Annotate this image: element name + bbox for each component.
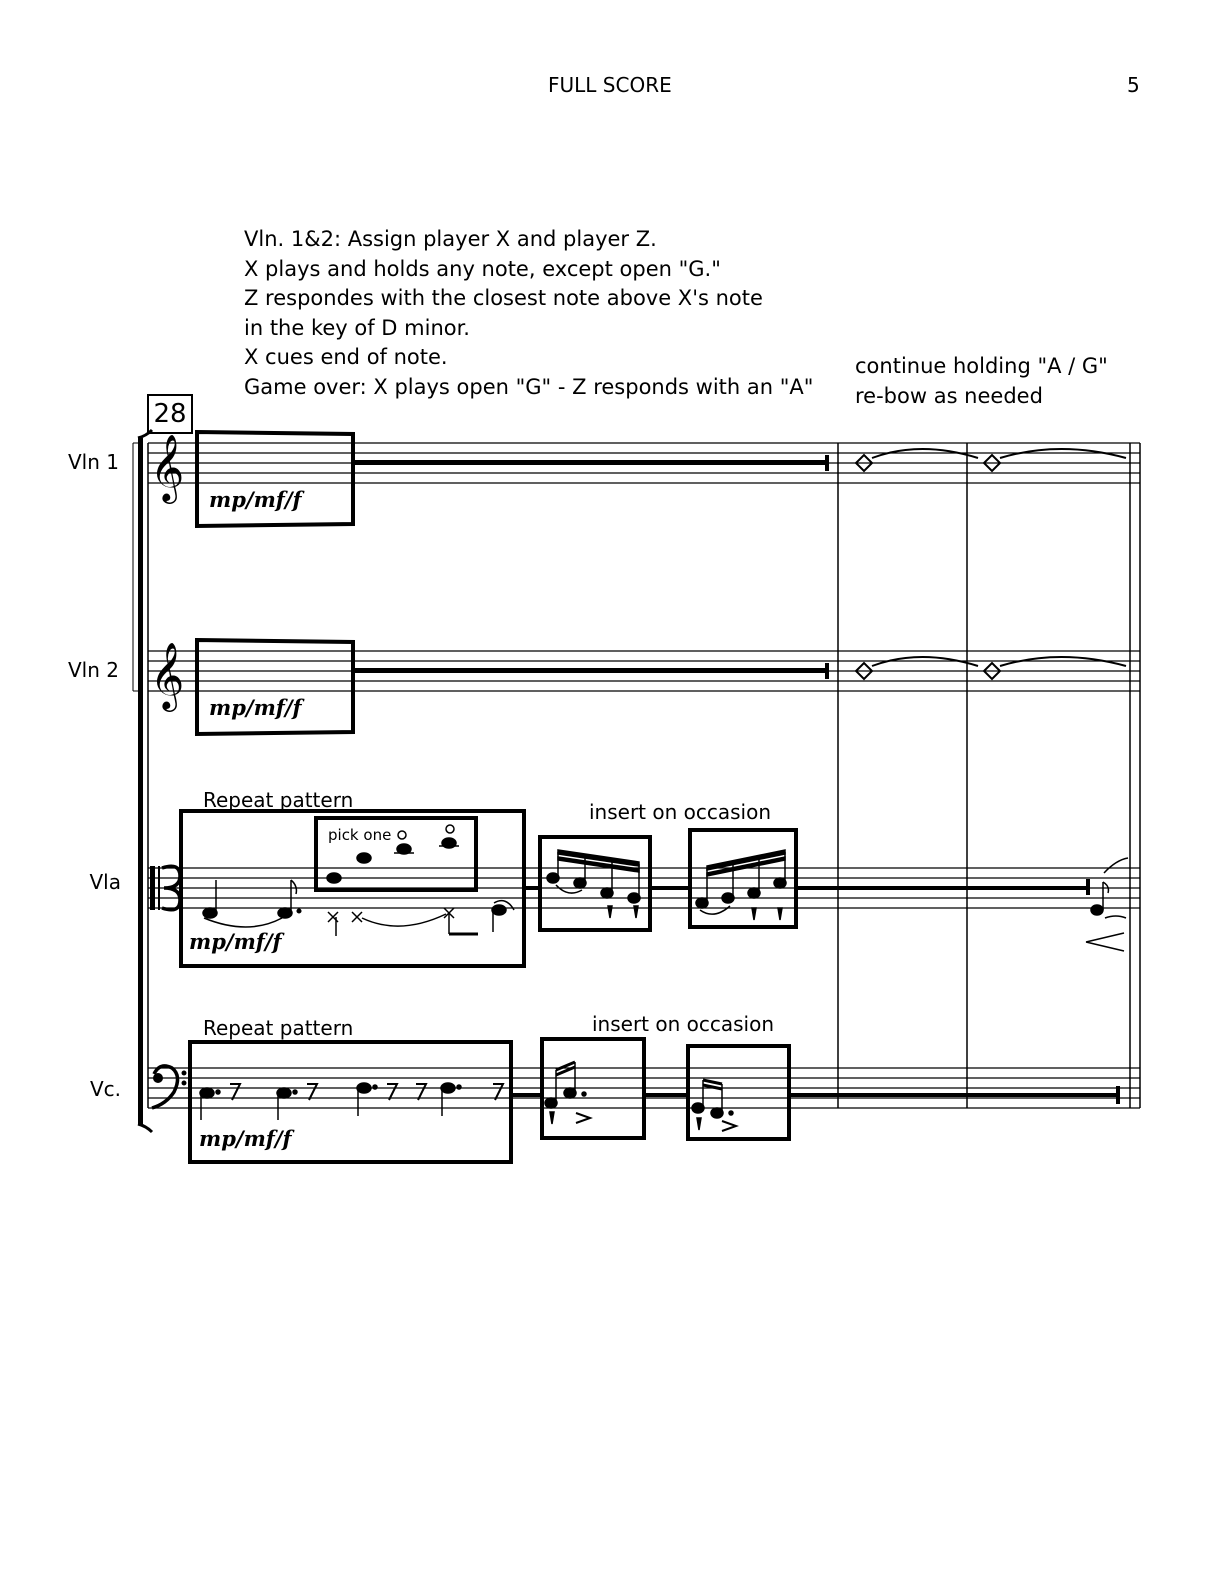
page-number: 5 xyxy=(1127,73,1140,97)
viola-dynamic: mp/mf/f xyxy=(189,929,282,954)
cello-connector-1 xyxy=(511,1093,542,1097)
cello-end-stroke xyxy=(1116,1086,1120,1104)
viola-final-note xyxy=(1086,858,1128,951)
viola-connector-1 xyxy=(524,886,538,890)
violin-1-dynamic: mp/mf/f xyxy=(209,487,302,512)
viola-insert-label: insert on occasion xyxy=(589,800,772,824)
cello-repeat-label: Repeat pattern xyxy=(203,1016,354,1040)
viola-connector-2 xyxy=(650,886,690,890)
cello-connector-2 xyxy=(644,1093,688,1097)
rehearsal-mark: 28 xyxy=(147,394,193,434)
viola-repeat-label: Repeat pattern xyxy=(203,788,354,812)
violin-1-improv-box xyxy=(197,432,353,526)
cello-dynamic: mp/mf/f xyxy=(199,1126,292,1151)
viola-end-stroke xyxy=(1086,879,1090,895)
bass-clef-cello xyxy=(152,1066,187,1108)
cello-insert-notes-1 xyxy=(545,1062,590,1124)
viola-pick-one-label: pick one xyxy=(328,826,392,844)
cello-continuation-line xyxy=(789,1093,1118,1097)
violin-1-hold-notes xyxy=(856,449,1126,471)
instrument-label-violin-1: Vln 1 xyxy=(68,450,119,474)
cello-insert-label: insert on occasion xyxy=(592,1012,775,1036)
hold-instructions: continue holding "A / G" re-bow as needed xyxy=(855,354,1108,408)
treble-clef-violin-2: 𝄞 xyxy=(150,641,185,709)
viola-insert-box-1 xyxy=(540,837,650,930)
violin-instructions: Vln. 1&2: Assign player X and player Z. X plays and holds any note, except open "G." Z respondes with the closest note above X's note in the key of D minor. X cues end of note. Game over: X plays open "G" - Z responds with an "A" xyxy=(244,227,814,399)
treble-clef-violin-1: 𝄞 xyxy=(150,433,185,501)
viola-insert-notes-2 xyxy=(696,850,786,920)
violin-2-hold-notes xyxy=(856,657,1126,679)
violin-1-end-stroke xyxy=(825,455,829,471)
viola-pattern-notes xyxy=(203,825,514,936)
instrument-label-violin-2: Vln 2 xyxy=(68,658,119,682)
cello-repeat-box xyxy=(190,1042,511,1162)
page-title: FULL SCORE xyxy=(548,73,672,97)
violin-2-end-stroke xyxy=(825,663,829,679)
viola-continuation-line xyxy=(796,886,1088,890)
barlines xyxy=(148,443,1140,1108)
violin-2-improv-box xyxy=(197,640,353,734)
violin-2-continuation-line xyxy=(354,668,827,673)
system-bracket xyxy=(133,430,152,1132)
instrument-label-viola: Vla xyxy=(89,870,121,894)
instrument-label-cello: Vc. xyxy=(89,1077,121,1101)
violin-2-dynamic: mp/mf/f xyxy=(209,695,302,720)
violin-1-continuation-line xyxy=(354,460,827,465)
